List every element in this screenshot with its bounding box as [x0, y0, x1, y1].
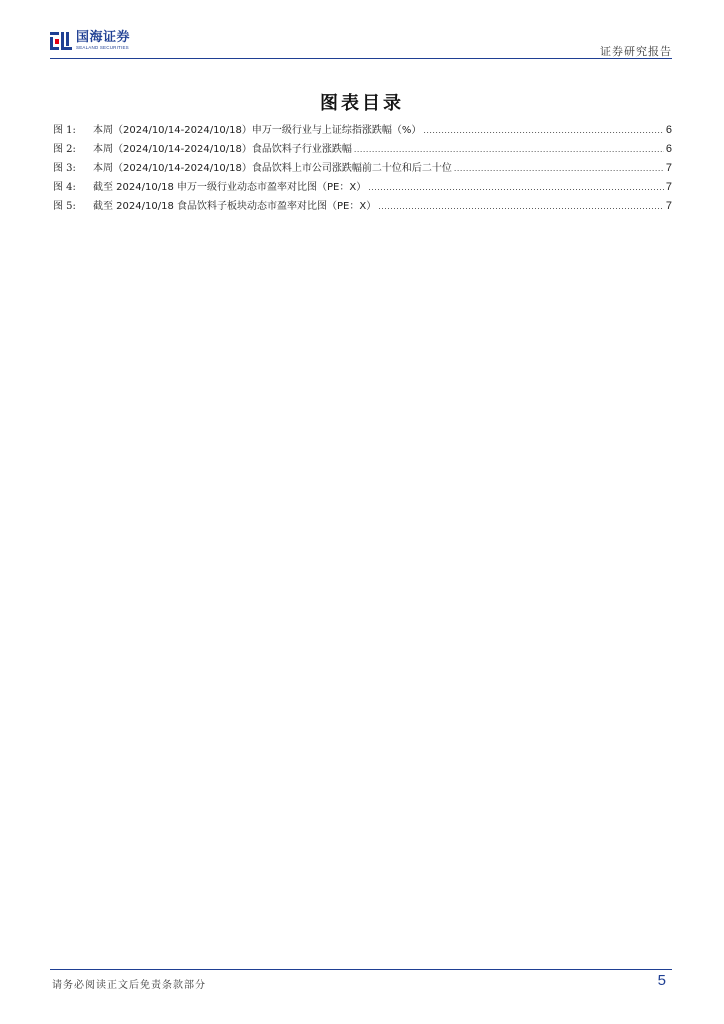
- toc-entry-page: 7: [665, 162, 672, 174]
- toc-entry-label: 图 1:: [53, 125, 76, 136]
- toc-entry-label: 图 3:: [53, 163, 76, 174]
- page-number: 5: [657, 972, 666, 989]
- toc-entry-label: 图 5:: [53, 201, 76, 212]
- report-type-label: 证券研究报告: [600, 45, 672, 58]
- company-logo: [50, 31, 130, 51]
- toc-entry-text: 截至 2024/10/18 申万一级行业动态市盈率对比图（PE：X）: [93, 182, 367, 193]
- sealand-logo-icon: [50, 31, 72, 51]
- toc-entry-5[interactable]: [53, 197, 672, 216]
- toc-entry-text: 本周（2024/10/14-2024/10/18）申万一级行业与上证综指涨跌幅（%）: [93, 125, 422, 136]
- toc-entry-page: 6: [665, 124, 672, 136]
- toc-dot-leader: [354, 144, 664, 154]
- toc-dot-leader: [378, 201, 664, 211]
- toc-entry-text: 本周（2024/10/14-2024/10/18）食品饮料上市公司涨跌幅前二十位和后二十位: [93, 163, 452, 174]
- toc-title: 图表目录: [320, 93, 404, 114]
- footer-divider: [50, 969, 672, 970]
- toc-entry-2[interactable]: [53, 140, 672, 159]
- toc-entry-page: 7: [665, 200, 672, 212]
- toc-dot-leader: [454, 163, 664, 173]
- logo-chinese-name: 国海证券: [76, 30, 131, 46]
- toc-list: [53, 121, 672, 216]
- toc-dot-leader: [368, 182, 664, 192]
- toc-entry-1[interactable]: [53, 121, 672, 140]
- toc-entry-4[interactable]: [53, 178, 672, 197]
- toc-entry-page: 7: [665, 181, 672, 193]
- header-divider: [50, 58, 672, 59]
- toc-entry-text: 本周（2024/10/14-2024/10/18）食品饮料子行业涨跌幅: [93, 144, 352, 155]
- logo-english-name: SEALAND SECURITIES: [76, 45, 129, 51]
- toc-entry-page: 6: [665, 143, 672, 155]
- toc-entry-label: 图 4:: [53, 182, 76, 193]
- toc-entry-3[interactable]: [53, 159, 672, 178]
- toc-entry-label: 图 2:: [53, 144, 76, 155]
- toc-entry-text: 截至 2024/10/18 食品饮料子板块动态市盈率对比图（PE：X）: [93, 201, 377, 212]
- disclaimer-note: 请务必阅读正文后免责条款部分: [52, 980, 206, 991]
- toc-dot-leader: [423, 125, 663, 135]
